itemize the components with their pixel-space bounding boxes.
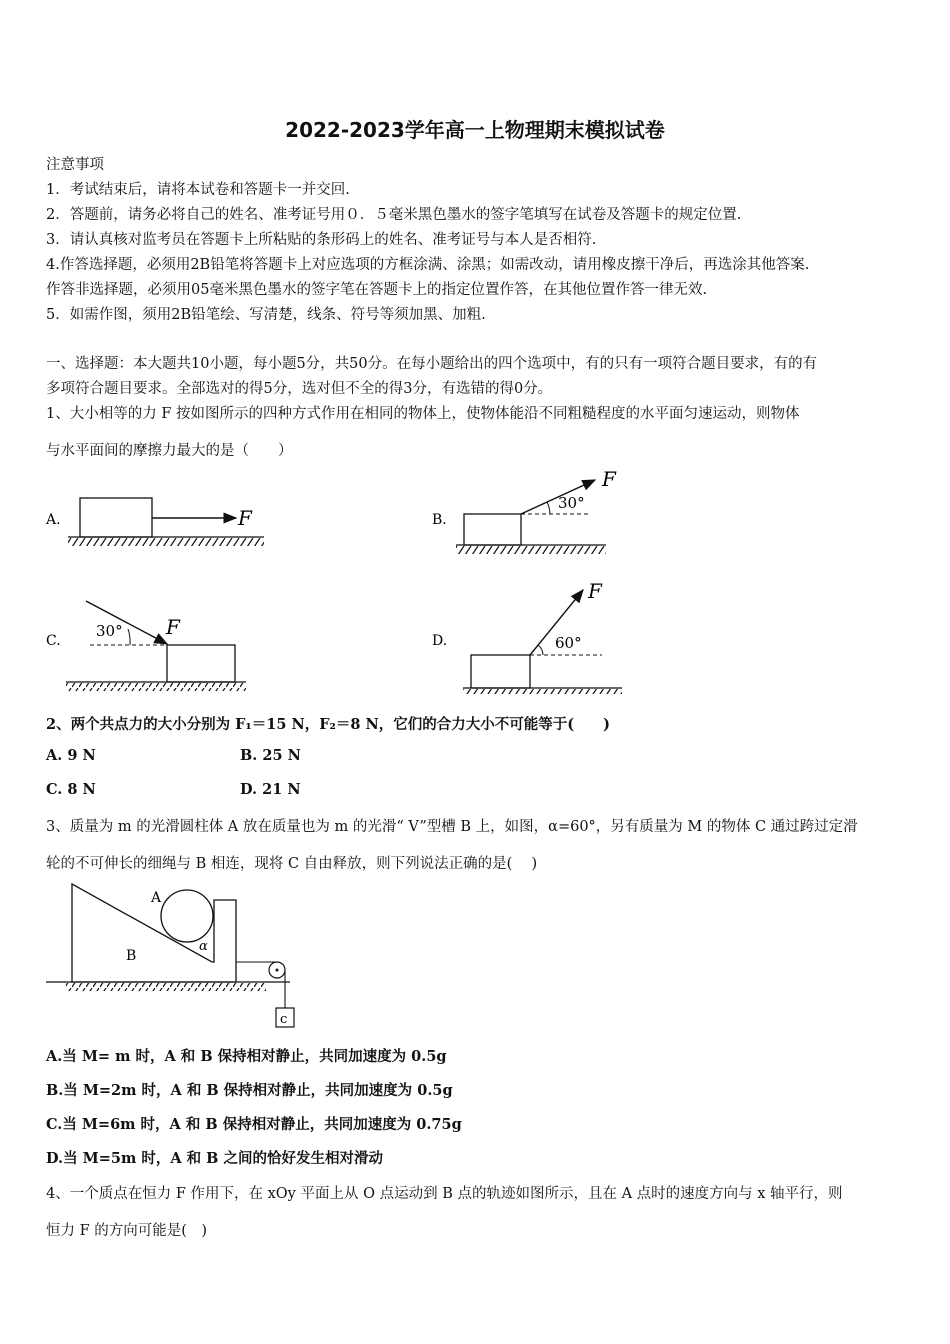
question-1-stem-cont: 与水平面间的摩擦力最大的是（ ） [46, 443, 293, 459]
option-c: C.当 M=6m 时，A 和 B 保持相对静止，共同加速度为 0.75g [46, 1116, 462, 1133]
force-label: F [166, 615, 180, 639]
notice-item: 4.作答选择题，必须用2B铅笔将答题卡上对应选项的方框涂满、涂黑；如需改动，请用橡皮擦干净后，再选涂其他答案. [46, 257, 810, 273]
force-label: F [602, 467, 616, 491]
figure-3 [44, 878, 304, 1033]
label-b: B [126, 948, 137, 964]
option-label-a: A. [46, 512, 61, 528]
force-label: F [588, 579, 602, 603]
option-d: D. 21 N [240, 781, 301, 798]
notice-item: 1．考试结束后，请将本试卷和答题卡一并交回. [46, 182, 350, 198]
label-c: c [280, 1012, 288, 1027]
notice-item: 3．请认真核对监考员在答题卡上所粘贴的条形码上的姓名、准考证号与本人是否相符. [46, 232, 597, 248]
question-1-stem: 1、大小相等的力 F 按如图所示的四种方式作用在相同的物体上，使物体能沿不同粗糙程度的水平面匀速运动，则物体 [46, 406, 800, 422]
figure-1d [430, 578, 630, 694]
figure-1c [44, 598, 264, 693]
question-4-stem: 4、一个质点在恒力 F 作用下，在 xOy 平面上从 O 点运动到 B 点的轨迹如图所示，且在 A 点时的速度方向与 x 轴平行，则 [46, 1186, 843, 1202]
question-3-stem: 3、质量为 m 的光滑圆柱体 A 放在质量也为 m 的光滑“ V”型槽 B 上，如图，α=60°，另有质量为 M 的物体 C 通过跨过定滑 [46, 819, 858, 835]
option-c: C. 8 N [46, 781, 96, 798]
notice-item: 2．答题前，请务必将自己的姓名、准考证号用０．５毫米黑色墨水的签字笔填写在试卷及答题卡的规定位置. [46, 207, 742, 223]
option-b: B. 25 N [240, 747, 301, 764]
section-heading: 一、选择题：本大题共10小题，每小题5分，共50分。在每小题给出的四个选项中，有的只有一项符合题目要求，有的有 [46, 356, 818, 372]
question-4-stem-cont: 恒力 F 的方向可能是( ) [46, 1223, 208, 1239]
option-b: B.当 M=2m 时，A 和 B 保持相对静止，共同加速度为 0.5g [46, 1082, 453, 1099]
page-title: 2022-2023学年高一上物理期末模拟试卷 [285, 118, 665, 142]
force-label: F [238, 506, 252, 530]
angle-label: 30° [96, 622, 123, 640]
angle-label: 30° [558, 494, 585, 512]
notice-item: 作答非选择题，必须用05毫米黑色墨水的签字笔在答题卡上的指定位置作答，在其他位置作答一律无效. [46, 282, 708, 298]
option-a: A. 9 N [46, 747, 96, 764]
option-label-d: D. [432, 633, 448, 649]
question-2-stem: 2、两个共点力的大小分别为 F₁＝15 N，F₂＝8 N，它们的合力大小不可能等于( ) [46, 716, 611, 733]
notice-item: 5．如需作图，须用2B铅笔绘、写清楚，线条、符号等须加黑、加粗. [46, 307, 486, 323]
alpha-label: α [199, 939, 208, 954]
label-a: A [151, 890, 162, 906]
figure-1a [44, 488, 274, 550]
question-3-stem-cont: 轮的不可伸长的细绳与 B 相连，现将 C 自由释放，则下列说法正确的是( ) [46, 856, 538, 872]
notice-heading: 注意事项 [46, 157, 104, 173]
option-a: A.当 M= m 时，A 和 B 保持相对静止，共同加速度为 0.5g [46, 1048, 447, 1065]
section-heading-cont: 多项符合题目要求。全部选对的得5分，选对但不全的得3分，有选错的得0分。 [46, 381, 553, 397]
figure-1b [430, 466, 630, 556]
option-label-c: C. [46, 633, 61, 649]
angle-label: 60° [555, 634, 582, 652]
option-d: D.当 M=5m 时，A 和 B 之间的恰好发生相对滑动 [46, 1150, 383, 1167]
option-label-b: B. [432, 512, 447, 528]
